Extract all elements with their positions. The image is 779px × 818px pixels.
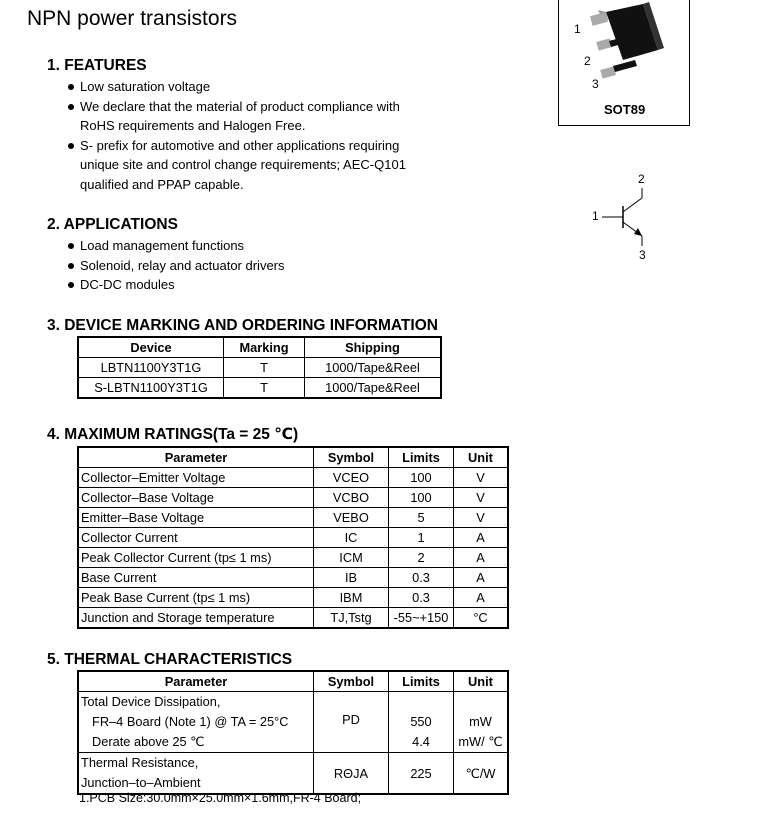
- table-cell: TJ,Tstg: [314, 608, 389, 629]
- table-cell: 0.3: [389, 568, 454, 588]
- table-cell: T: [224, 358, 305, 378]
- unit-line: mW: [469, 714, 492, 729]
- column-header: Shipping: [305, 337, 442, 358]
- table-cell: 1000/Tape&Reel: [305, 358, 442, 378]
- list-item-continued: RoHS requirements and Halogen Free.: [80, 118, 306, 133]
- pin-label: 3: [592, 77, 599, 91]
- table-cell: ℃/W: [454, 753, 509, 795]
- table-cell: LBTN1100Y3T1G: [78, 358, 224, 378]
- column-header: Parameter: [78, 447, 314, 468]
- table-row: [78, 608, 508, 629]
- ratings-table: [77, 446, 509, 629]
- list-item: We declare that the material of product compliance with: [67, 97, 406, 117]
- thermal-table: [77, 670, 509, 795]
- table-cell: VCEO: [314, 468, 389, 488]
- table-cell: 225: [389, 753, 454, 795]
- thermal-heading: 5. THERMAL CHARACTERISTICS: [47, 651, 293, 668]
- table-cell: Peak Collector Current (tp≤ 1 ms): [78, 548, 314, 568]
- list-item-continued: unique site and control change requirements; AEC-Q101: [80, 157, 406, 172]
- table-row: [78, 753, 508, 795]
- table-cell: [78, 753, 314, 795]
- table-cell: 0.3: [389, 588, 454, 608]
- column-header: Unit: [454, 671, 509, 692]
- package-name: SOT89: [604, 102, 646, 117]
- table-row: [78, 528, 508, 548]
- features-list: [67, 77, 406, 194]
- param-line: Thermal Resistance,: [81, 755, 199, 770]
- table-cell: A: [454, 548, 509, 568]
- list-item: S- prefix for automotive and other applications requiring: [67, 136, 406, 156]
- table-cell: V: [454, 488, 509, 508]
- table-cell: IBM: [314, 588, 389, 608]
- pin-label: 1: [574, 22, 581, 36]
- table-row: [78, 568, 508, 588]
- table-cell: RΘJA: [314, 753, 389, 795]
- applications-heading: 2. APPLICATIONS: [47, 216, 178, 233]
- limit-line: 4.4: [412, 734, 430, 749]
- pin-label: 2: [584, 54, 591, 68]
- param-line: Junction–to–Ambient: [81, 775, 201, 790]
- table-cell: [454, 692, 509, 753]
- table-row: [78, 378, 441, 399]
- column-header: Parameter: [78, 671, 314, 692]
- column-header: Limits: [389, 447, 454, 468]
- table-cell: 2: [389, 548, 454, 568]
- table-row: [78, 508, 508, 528]
- list-item: Low saturation voltage: [67, 77, 406, 97]
- table-cell: 1000/Tape&Reel: [305, 378, 442, 399]
- marking-heading: 3. DEVICE MARKING AND ORDERING INFORMATION: [47, 317, 438, 334]
- table-cell: ICM: [314, 548, 389, 568]
- table-cell: VEBO: [314, 508, 389, 528]
- table-row: [78, 692, 508, 753]
- table-cell: V: [454, 508, 509, 528]
- table-cell: [389, 692, 454, 753]
- table-cell: IC: [314, 528, 389, 548]
- ratings-heading: 4. MAXIMUM RATINGS(Ta = 25 ℃): [47, 426, 299, 443]
- table-cell: Collector–Base Voltage: [78, 488, 314, 508]
- base-pin-label: 1: [592, 209, 599, 223]
- column-header: Device: [78, 337, 224, 358]
- applications-list: [67, 236, 285, 295]
- table-row: [78, 588, 508, 608]
- param-line: Total Device Dissipation,: [81, 694, 221, 709]
- marking-table: [77, 336, 442, 399]
- table-cell: 5: [389, 508, 454, 528]
- column-header: Unit: [454, 447, 509, 468]
- table-row: [78, 548, 508, 568]
- table-row: [78, 488, 508, 508]
- unit-line: mW/ ℃: [458, 734, 503, 749]
- package-box: [558, 0, 690, 126]
- table-cell: -55~+150: [389, 608, 454, 629]
- table-cell: PD: [314, 692, 389, 753]
- npn-transistor-symbol-icon: [590, 170, 660, 265]
- list-item: Solenoid, relay and actuator drivers: [67, 256, 285, 276]
- limit-line: 550: [410, 714, 432, 729]
- table-cell: T: [224, 378, 305, 399]
- table-row: [78, 468, 508, 488]
- column-header: Symbol: [314, 671, 389, 692]
- table-cell: Emitter–Base Voltage: [78, 508, 314, 528]
- column-header: Limits: [389, 671, 454, 692]
- list-item: DC-DC modules: [67, 275, 285, 295]
- table-cell: Junction and Storage temperature: [78, 608, 314, 629]
- param-line: Derate above 25 ℃: [92, 734, 205, 749]
- table-cell: Peak Base Current (tp≤ 1 ms): [78, 588, 314, 608]
- table-cell: [78, 692, 314, 753]
- column-header: Marking: [224, 337, 305, 358]
- table-cell: Collector–Emitter Voltage: [78, 468, 314, 488]
- table-cell: V: [454, 468, 509, 488]
- emitter-pin-label: 3: [639, 248, 646, 262]
- table-row: [78, 358, 441, 378]
- table-cell: A: [454, 588, 509, 608]
- table-cell: A: [454, 568, 509, 588]
- list-item-continued: qualified and PPAP capable.: [80, 176, 244, 192]
- table-cell: A: [454, 528, 509, 548]
- table-cell: 100: [389, 468, 454, 488]
- table-cell: S-LBTN1100Y3T1G: [78, 378, 224, 399]
- list-item: Load management functions: [67, 236, 285, 256]
- table-cell: Collector Current: [78, 528, 314, 548]
- table-cell: 100: [389, 488, 454, 508]
- page-title: NPN power transistors: [27, 7, 238, 30]
- table-cell: IB: [314, 568, 389, 588]
- table-cell: Base Current: [78, 568, 314, 588]
- column-header: Symbol: [314, 447, 389, 468]
- param-line: FR–4 Board (Note 1) @ TA = 25°C: [92, 714, 289, 729]
- table-cell: VCBO: [314, 488, 389, 508]
- collector-pin-label: 2: [638, 172, 645, 186]
- footnote: 1.PCB Size:30.0mm×25.0mm×1.6mm,FR-4 Board;: [79, 791, 362, 805]
- features-heading: 1. FEATURES: [47, 57, 147, 74]
- table-cell: 1: [389, 528, 454, 548]
- table-cell: °C: [454, 608, 509, 629]
